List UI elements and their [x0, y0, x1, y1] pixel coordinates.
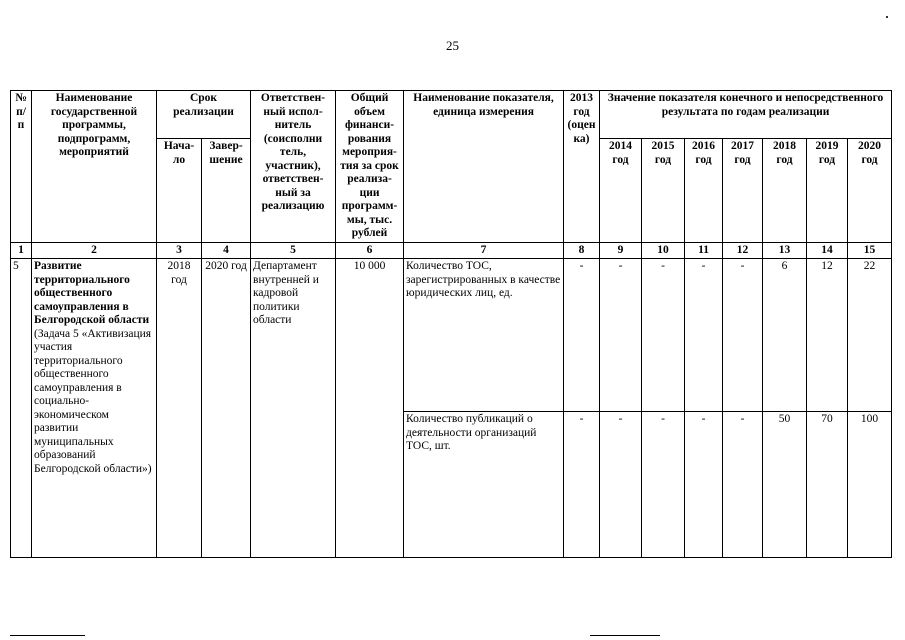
row-executor: Департамент внутренней и кадровой политики области	[251, 259, 336, 558]
indicator-2-value-2015: -	[642, 412, 685, 558]
column-numbers-row	[11, 242, 892, 259]
colnum-7: 7	[404, 242, 564, 259]
header-indicator: Наименование показателя, единица измерения	[404, 91, 564, 243]
colnum-13: 13	[763, 242, 807, 259]
scan-speck	[886, 16, 888, 18]
header-term: Срок реализации	[157, 91, 251, 139]
header-start: Нача-ло	[157, 139, 202, 243]
header-year-2015: 2015 год	[642, 139, 685, 243]
header-program-name: Наименование государственной программы, подпрограмм, мероприятий	[32, 91, 157, 243]
indicator-2-value-2017: -	[723, 412, 763, 558]
indicator-2-value-2018: 50	[763, 412, 807, 558]
header-executor: Ответствен-ный испол-нитель (соисполни тель, участник), ответствен-ный за реализацию	[251, 91, 336, 243]
colnum-9: 9	[600, 242, 642, 259]
indicator-1-value-2019: 12	[807, 259, 848, 412]
bottom-edge-line-right	[590, 635, 660, 636]
indicator-1-value-2013: -	[564, 259, 600, 412]
colnum-3: 3	[157, 242, 202, 259]
indicator-2-value-2016: -	[685, 412, 723, 558]
header-row	[11, 91, 892, 139]
row-start: 2018 год	[157, 259, 202, 558]
colnum-15: 15	[848, 242, 892, 259]
indicator-1-value-2016: -	[685, 259, 723, 412]
indicator-2-value-2019: 70	[807, 412, 848, 558]
header-2013: 2013 год (оцен ка)	[564, 91, 600, 243]
program-table	[10, 90, 892, 558]
colnum-10: 10	[642, 242, 685, 259]
row-end: 2020 год	[202, 259, 251, 558]
header-number: № п/п	[11, 91, 32, 243]
colnum-8: 8	[564, 242, 600, 259]
indicator-1-value-2017: -	[723, 259, 763, 412]
row-program-name-rest: (Задача 5 «Активизация участия территориального общественного самоуправления в социально-экономическом развитии муниципальных образований Белгородской области»)	[34, 327, 152, 475]
indicator-2-value-2020: 100	[848, 412, 892, 558]
page-number: 25	[446, 38, 459, 53]
colnum-5: 5	[251, 242, 336, 259]
indicator-1-value-2020: 22	[848, 259, 892, 412]
indicator-1-name: Количество ТОС, зарегистрированных в качестве юридических лиц, ед.	[404, 259, 564, 412]
row-program-name	[32, 259, 157, 558]
colnum-4: 4	[202, 242, 251, 259]
colnum-11: 11	[685, 242, 723, 259]
bottom-edge-line-left	[10, 635, 85, 636]
row-number: 5	[11, 259, 32, 558]
row-program-name-bold: Развитие территориального общественного самоуправления в Белгородской области	[34, 260, 150, 326]
header-funding: Общий объем финанси-рования мероприя-тия за срок реализа-ции программ-мы, тыс. рублей	[336, 91, 404, 243]
indicator-1-value-2014: -	[600, 259, 642, 412]
indicator-2-value-2014: -	[600, 412, 642, 558]
header-year-2020: 2020 год	[848, 139, 892, 243]
header-year-2019: 2019 год	[807, 139, 848, 243]
indicator-1-value-2018: 6	[763, 259, 807, 412]
colnum-12: 12	[723, 242, 763, 259]
indicator-1-value-2015: -	[642, 259, 685, 412]
indicator-2-name: Количество публикаций о деятельности организаций ТОС, шт.	[404, 412, 564, 558]
indicator-2-value-2013: -	[564, 412, 600, 558]
colnum-14: 14	[807, 242, 848, 259]
header-year-2014: 2014 год	[600, 139, 642, 243]
row-funding: 10 000	[336, 259, 404, 558]
table-row	[11, 259, 892, 412]
colnum-6: 6	[336, 242, 404, 259]
header-values: Значение показателя конечного и непосредственного результата по годам реализации	[600, 91, 892, 139]
header-year-2017: 2017 год	[723, 139, 763, 243]
header-year-2016: 2016 год	[685, 139, 723, 243]
header-year-2018: 2018 год	[763, 139, 807, 243]
header-end: Завер-шение	[202, 139, 251, 243]
colnum-1: 1	[11, 242, 32, 259]
colnum-2: 2	[32, 242, 157, 259]
